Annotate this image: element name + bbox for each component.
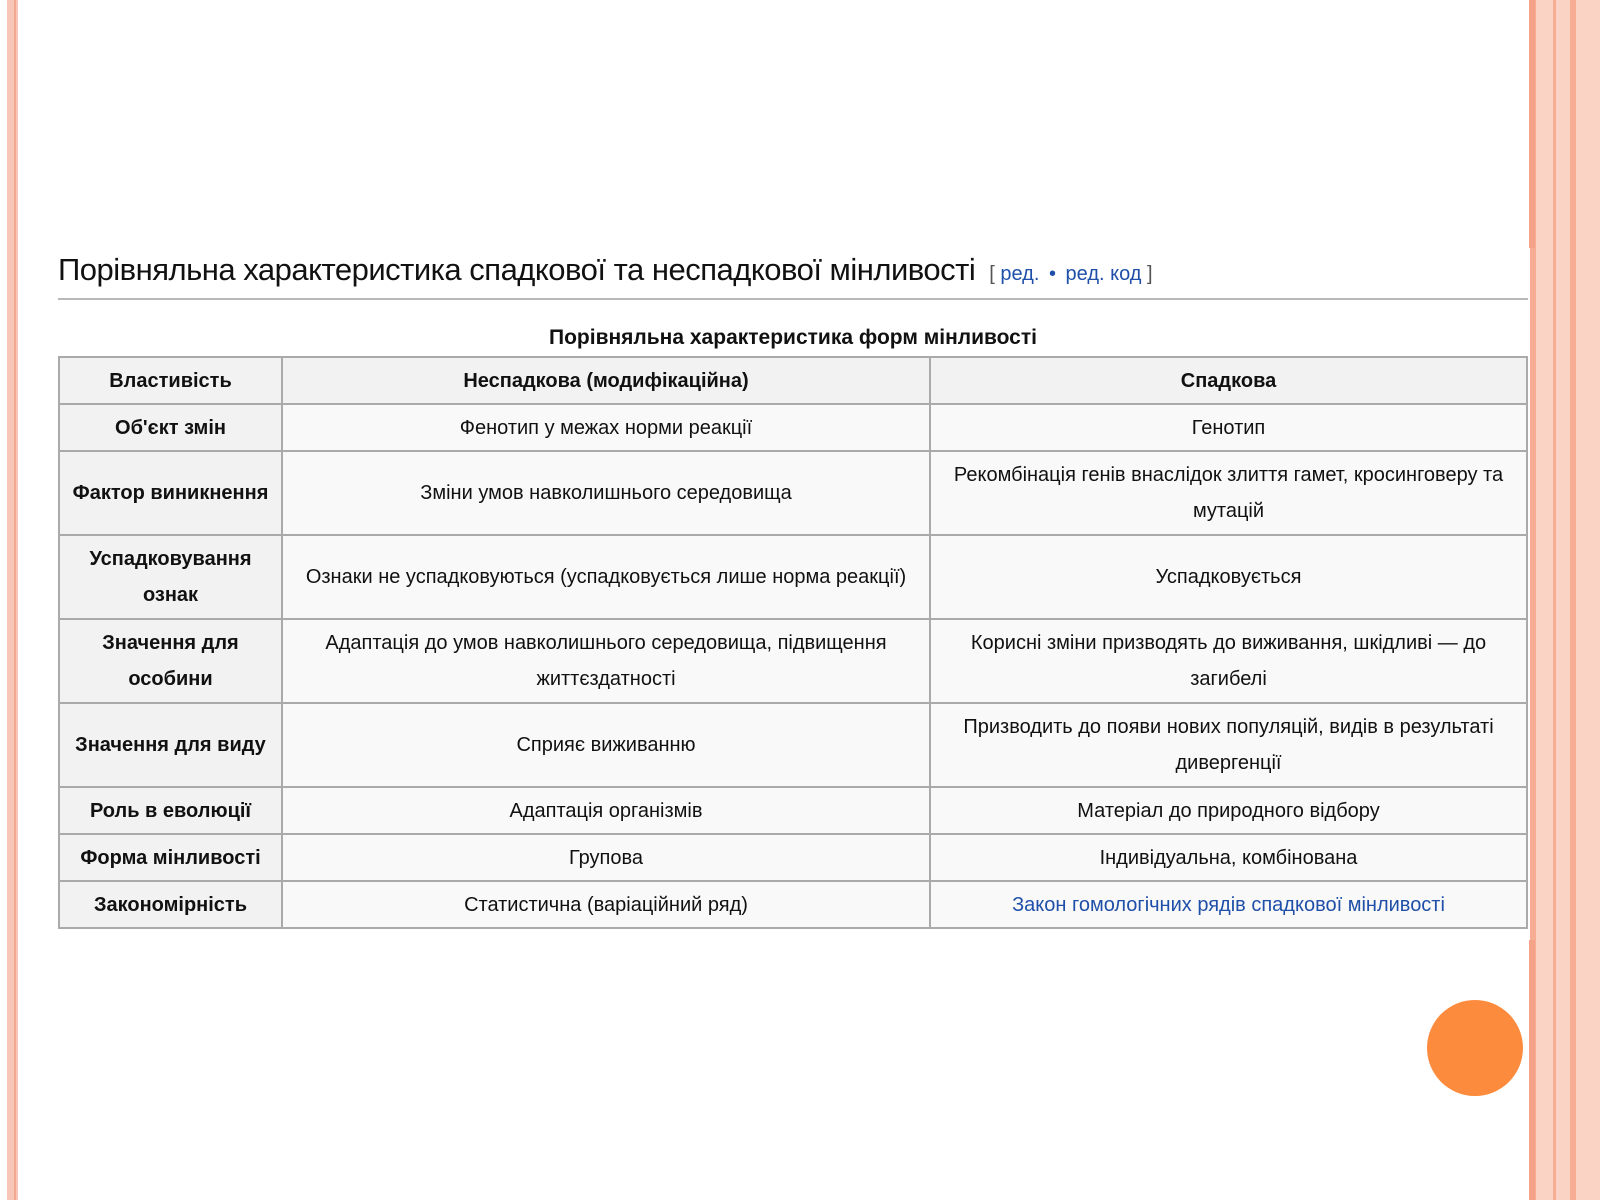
article-section (58, 252, 1528, 929)
table-row (59, 451, 1527, 535)
orange-circle-decoration (1427, 1000, 1523, 1096)
table-cell: Матеріал до природного відбору (930, 787, 1527, 834)
left-decorative-border (7, 0, 18, 1200)
row-header: Значення для виду (59, 703, 282, 787)
table-row (59, 404, 1527, 451)
section-title: Порівняльна характеристика спадкової та неспадкової мінливості (58, 252, 976, 287)
edit-separator: • (1048, 263, 1056, 285)
table-cell: Адаптація до умов навколишнього середовища, підвищення життєздатності (282, 619, 930, 703)
edit-source-link[interactable]: ред. код (1065, 263, 1142, 285)
column-header-hereditary: Спадкова (930, 357, 1527, 404)
edit-link[interactable]: ред. (1000, 263, 1040, 285)
table-cell: Сприяє виживанню (282, 703, 930, 787)
edit-section-links (989, 263, 1152, 286)
row-header: Фактор виникнення (59, 451, 282, 535)
edit-bracket-open: [ (989, 263, 995, 285)
edit-bracket-close: ] (1147, 263, 1153, 285)
column-header-property: Властивість (59, 357, 282, 404)
table-cell: Індивідуальна, комбінована (930, 834, 1527, 881)
column-header-non-hereditary: Неспадкова (модифікаційна) (282, 357, 930, 404)
row-header: Форма мінливості (59, 834, 282, 881)
row-header: Закономірність (59, 881, 282, 928)
table-row (59, 703, 1527, 787)
table-cell: Статистична (варіаційний ряд) (282, 881, 930, 928)
table-row (59, 787, 1527, 834)
table-cell: Призводить до появи нових популяцій, видів в результаті дивергенції (930, 703, 1527, 787)
table-cell: Корисні зміни призводять до виживання, шкідливі — до загибелі (930, 619, 1527, 703)
table-cell (930, 881, 1527, 928)
table-cell: Ознаки не успадковуються (успадковується лише норма реакції) (282, 535, 930, 619)
row-header: Роль в еволюції (59, 787, 282, 834)
table-cell: Рекомбінація генів внаслідок злиття гамет, кросинговеру та мутацій (930, 451, 1527, 535)
table-caption: Порівняльна характеристика форм мінливості (549, 326, 1037, 349)
section-heading-row (58, 252, 1528, 300)
right-inner-line-bottom (1529, 940, 1535, 1200)
table-header-row (59, 357, 1527, 404)
left-decorative-line (14, 0, 16, 1200)
right-decorative-line (1570, 0, 1576, 1200)
table-cell: Успадковується (930, 535, 1527, 619)
right-inner-line-top (1529, 0, 1535, 248)
comparison-table (58, 356, 1528, 929)
table-cell: Фенотип у межах норми реакції (282, 404, 930, 451)
homologous-series-law-link[interactable]: Закон гомологічних рядів спадкової мінливості (1012, 893, 1445, 916)
table-cell: Зміни умов навколишнього середовища (282, 451, 930, 535)
row-header: Успадковування ознак (59, 535, 282, 619)
table-cell: Генотип (930, 404, 1527, 451)
right-decorative-line (1553, 0, 1556, 1200)
table-row (59, 834, 1527, 881)
table-cell: Групова (282, 834, 930, 881)
table-row (59, 619, 1527, 703)
table-cell: Адаптація організмів (282, 787, 930, 834)
row-header: Об'єкт змін (59, 404, 282, 451)
table-row (59, 535, 1527, 619)
table-row (59, 881, 1527, 928)
right-decorative-border (1530, 0, 1600, 1200)
row-header: Значення для особини (59, 619, 282, 703)
